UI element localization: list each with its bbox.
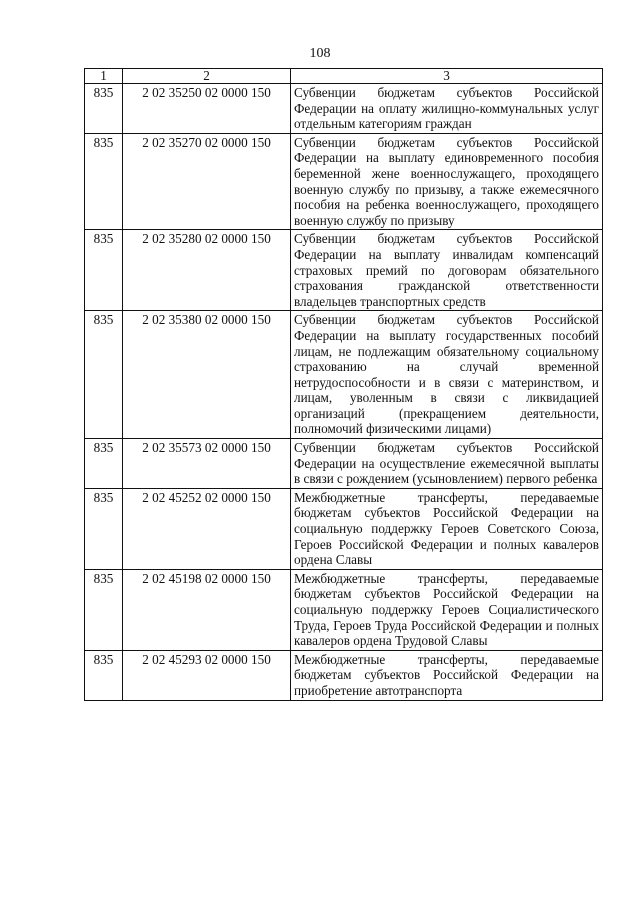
table-row	[85, 488, 603, 569]
admin-code-cell: 835	[85, 133, 123, 230]
table-row	[85, 439, 603, 489]
header-col-1: 1	[85, 69, 123, 84]
description-cell: Субвенции бюджетам субъектов Российской Федерации на выплату единовременного пособия беременной жене военнослужащего, проходящего военную службу по призыву, а также ежемесячного пособия на ребенка военнослужащего, проходящего военную службу по призыву	[291, 133, 603, 230]
table-row	[85, 133, 603, 230]
admin-code-cell: 835	[85, 230, 123, 311]
header-col-3: 3	[291, 69, 603, 84]
budget-code-cell: 2 02 35280 02 0000 150	[123, 230, 291, 311]
admin-code-cell: 835	[85, 311, 123, 439]
budget-code-cell: 2 02 45198 02 0000 150	[123, 569, 291, 650]
header-row	[85, 69, 603, 84]
description-cell: Межбюджетные трансферты, передаваемые бюджетам субъектов Российской Федерации на социальную поддержку Героев Социалистического Труда, Героев Труда Российской Федерации и полных кавалеров ордена Трудовой Славы	[291, 569, 603, 650]
budget-codes-table	[84, 68, 603, 701]
budget-code-cell: 2 02 35250 02 0000 150	[123, 84, 291, 134]
description-cell: Межбюджетные трансферты, передаваемые бюджетам субъектов Российской Федерации на социальную поддержку Героев Советского Союза, Героев Российской Федерации и полных кавалеров ордена Славы	[291, 488, 603, 569]
budget-code-cell: 2 02 35573 02 0000 150	[123, 439, 291, 489]
budget-code-cell: 2 02 45252 02 0000 150	[123, 488, 291, 569]
table-row	[85, 311, 603, 439]
admin-code-cell: 835	[85, 569, 123, 650]
table-row	[85, 569, 603, 650]
admin-code-cell: 835	[85, 488, 123, 569]
description-cell: Субвенции бюджетам субъектов Российской Федерации на выплату государственных пособий лицам, не подлежащим обязательному социальному страхованию на случай временной нетрудоспособности и в связи с материнством, и лицам, уволенным в связи с ликвидацией организаций (прекращением деятельности, полномочий физическими лицами)	[291, 311, 603, 439]
table-body	[85, 84, 603, 701]
admin-code-cell: 835	[85, 439, 123, 489]
table-row	[85, 84, 603, 134]
description-cell: Субвенции бюджетам субъектов Российской Федерации на выплату инвалидам компенсаций страховых премий по договорам обязательного страхования гражданской ответственности владельцев транспортных средств	[291, 230, 603, 311]
description-cell: Межбюджетные трансферты, передаваемые бюджетам субъектов Российской Федерации на приобретение автотранспорта	[291, 650, 603, 700]
page-number: 108	[309, 46, 331, 61]
description-cell: Субвенции бюджетам субъектов Российской Федерации на оплату жилищно-коммунальных услуг отдельным категориям граждан	[291, 84, 603, 134]
budget-code-cell: 2 02 35380 02 0000 150	[123, 311, 291, 439]
admin-code-cell: 835	[85, 84, 123, 134]
budget-code-cell: 2 02 35270 02 0000 150	[123, 133, 291, 230]
budget-code-cell: 2 02 45293 02 0000 150	[123, 650, 291, 700]
table-row	[85, 230, 603, 311]
header-col-2: 2	[123, 69, 291, 84]
table-header	[85, 69, 603, 84]
table-row	[85, 650, 603, 700]
description-cell: Субвенции бюджетам субъектов Российской Федерации на осуществление ежемесячной выплаты в связи с рождением (усыновлением) первого ребенка	[291, 439, 603, 489]
admin-code-cell: 835	[85, 650, 123, 700]
